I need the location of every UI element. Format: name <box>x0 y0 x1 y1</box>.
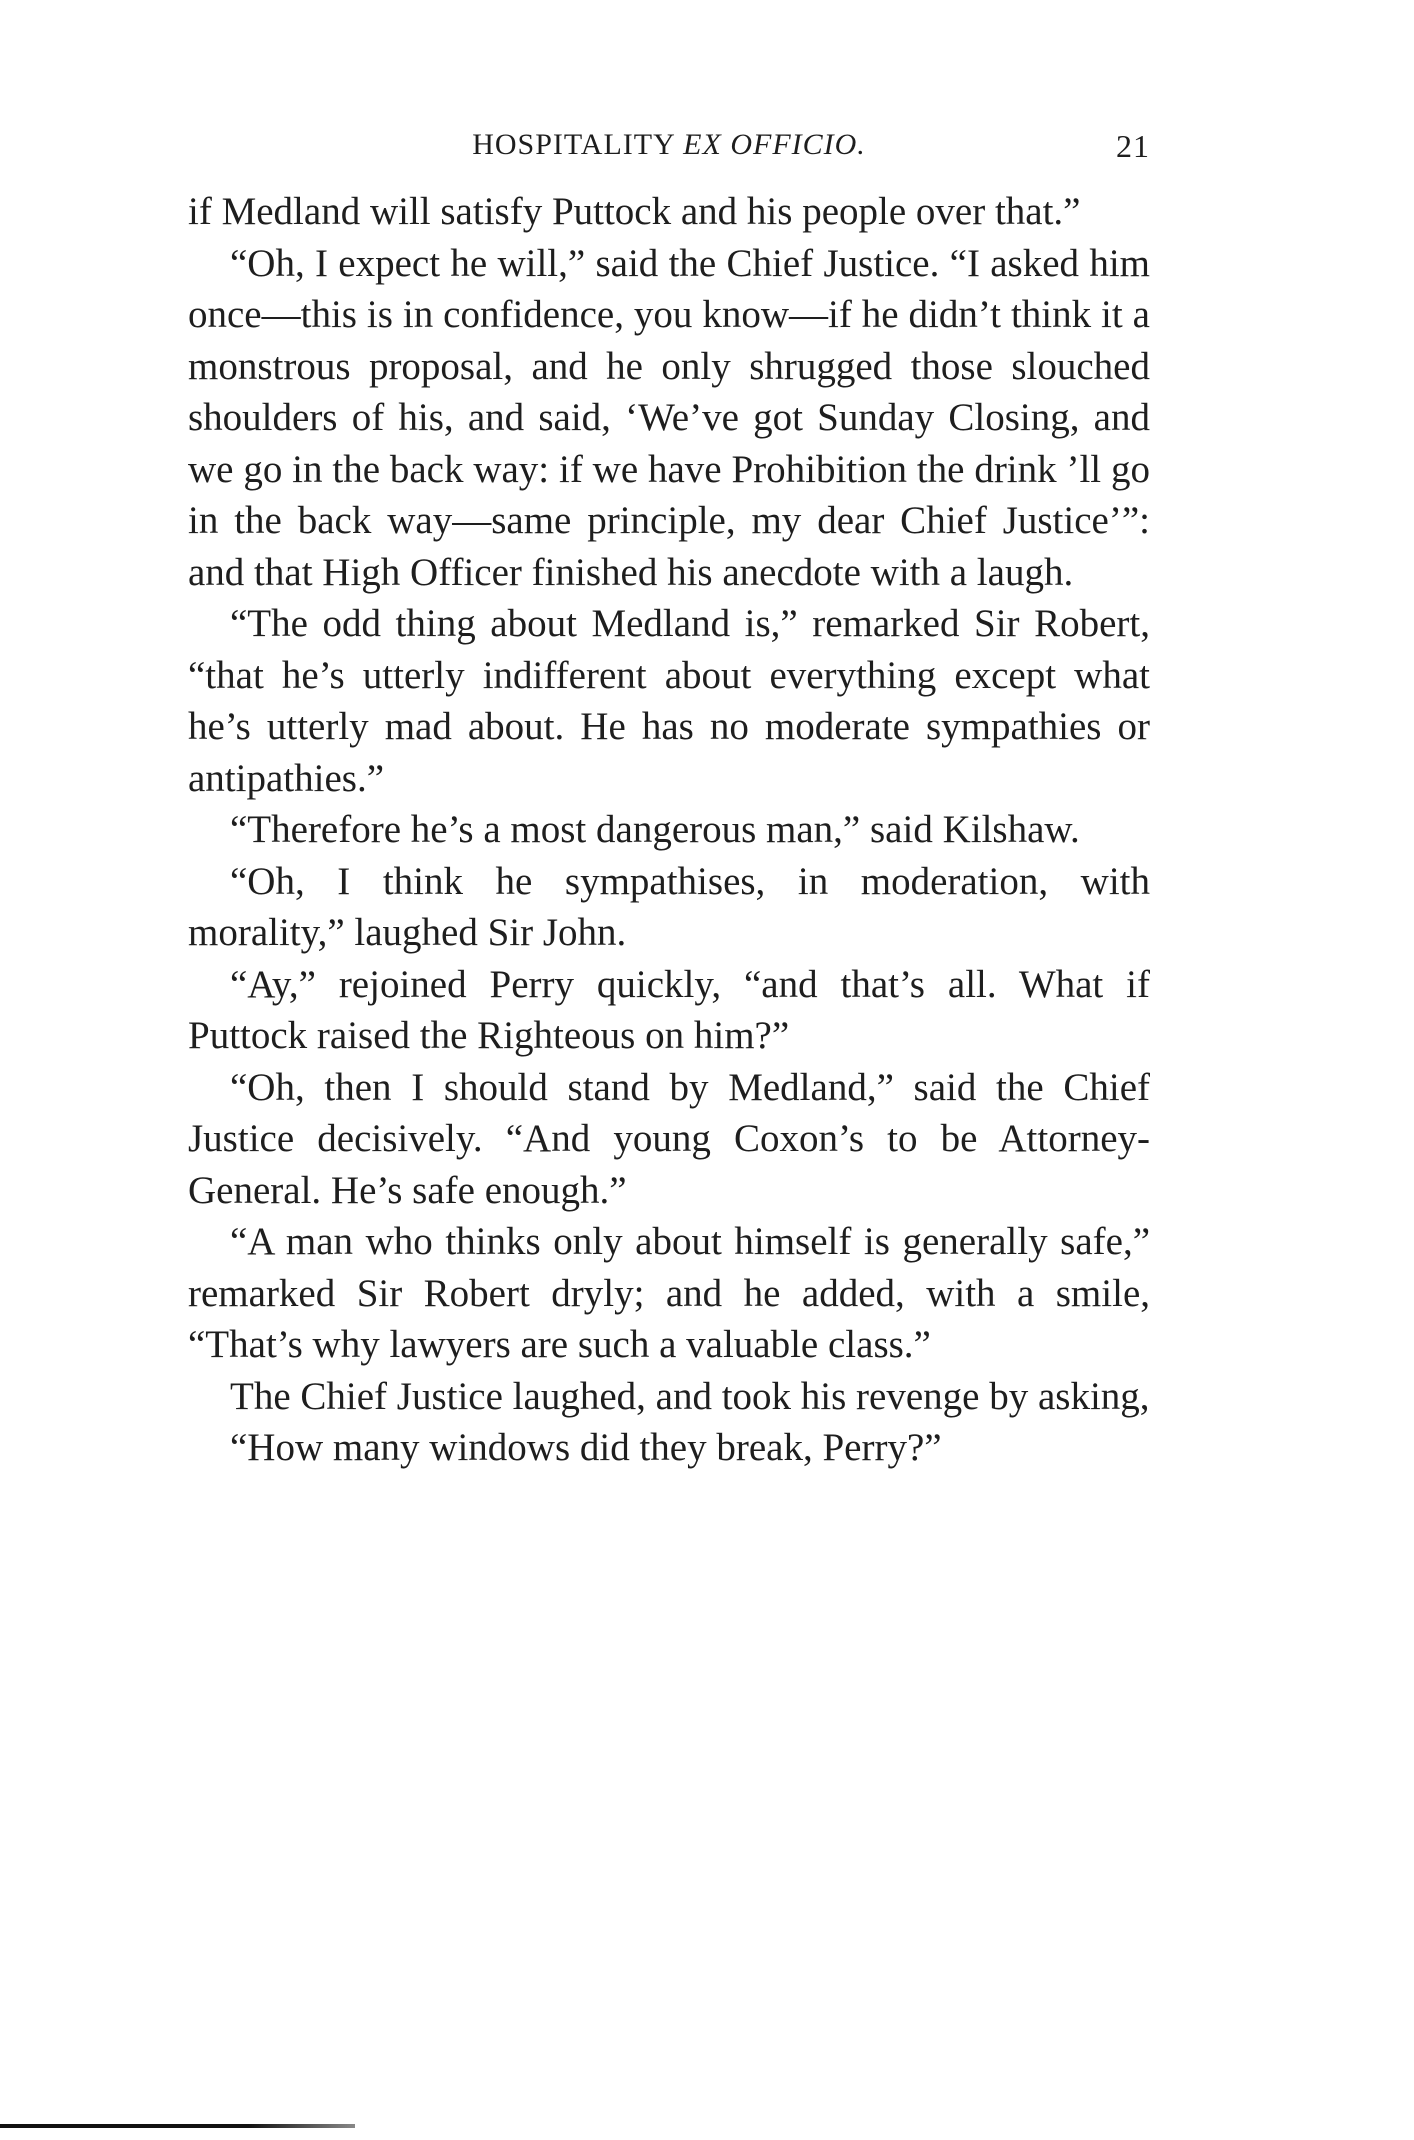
running-header <box>188 128 1150 188</box>
paragraph-8: “A man who thinks only about himself is generally safe,” remarked Sir Robert dryly; and he added, with a smile, “That’s why lawyers are such a valuable class.” <box>188 1220 1150 1366</box>
page-number: 21 <box>1116 128 1150 164</box>
running-title <box>188 128 1150 162</box>
paragraph-9: The Chief Justice laughed, and took his revenge by asking, <box>230 1374 1150 1418</box>
body-text <box>188 186 1150 1474</box>
paragraph-7: “Oh, then I should stand by Medland,” said the Chief Justice decisively. “And young Coxon’s to be Attorney-General. He’s safe enough.” <box>188 1065 1150 1212</box>
paragraph-4: “Therefore he’s a most dangerous man,” said Kilshaw. <box>230 808 1080 851</box>
paragraph-1: if Medland will satisfy Puttock and his people over that.” <box>188 190 1081 233</box>
running-title-main: HOSPITALITY <box>472 128 684 161</box>
paragraph-10: “How many windows did they break, Perry?” <box>230 1426 942 1469</box>
paragraph-6: “Ay,” rejoined Perry quickly, “and that’s all. What if Puttock raised the Righteous on him?” <box>188 962 1150 1057</box>
paragraph-3: “The odd thing about Medland is,” remarked Sir Robert, “that he’s utterly indifferent about everything except what he’s utterly mad about. He has no moderate sympathies or antipathies.” <box>188 602 1150 800</box>
running-title-italic: EX OFFICIO. <box>683 128 866 161</box>
paragraph-2: “Oh, I expect he will,” said the Chief Justice. “I asked him once—this is in confidence, you know—if he didn’t think it a monstrous proposal, and he only shrugged those slouched shoulders of his, and said, ‘We’ve got Sunday Closing, and we go in the back way: if we have Prohibition the drink ’ll go in the back way—same principle, my dear Chief Justice’”: and that High Officer finished his anecdote with a laugh. <box>188 241 1150 594</box>
scan-edge-rule <box>0 2124 355 2128</box>
book-page <box>188 128 1150 1474</box>
paragraph-5: “Oh, I think he sympathises, in moderation, with morality,” laughed Sir John. <box>188 859 1150 954</box>
